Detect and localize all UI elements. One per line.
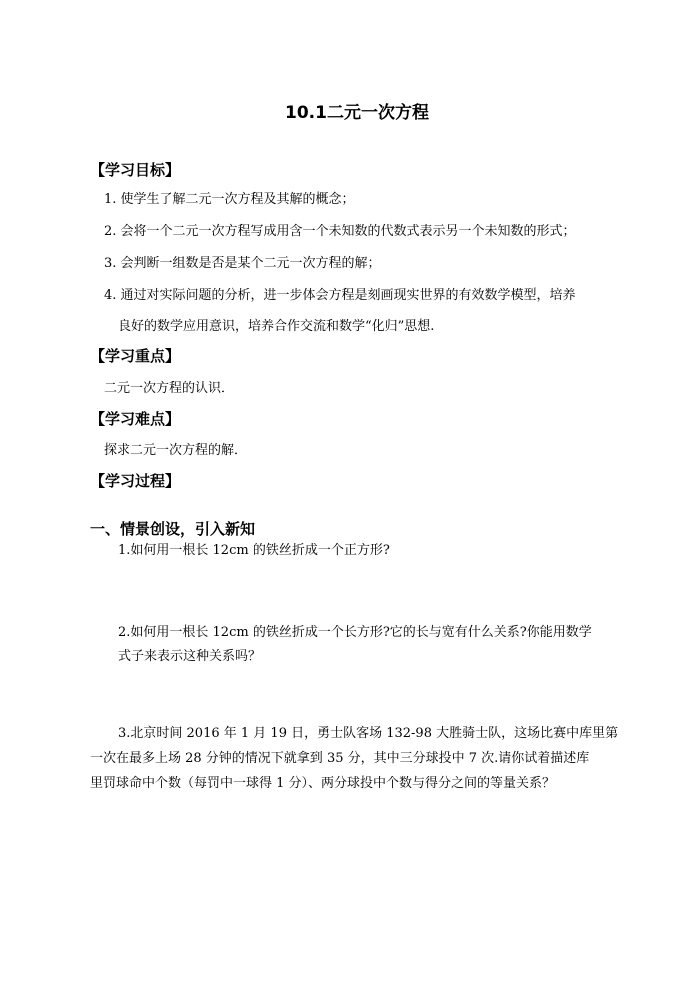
objective-item-4-continued: 良好的数学应用意识，培养合作交流和数学“化归”思想. [118, 319, 435, 334]
question-3-line-2: 一次在最多上场 28 分钟的情况下就拿到 35 分，其中三分球投中 7 次.请你试着描述库 [90, 751, 590, 766]
document-title: 10.1二元一次方程 [285, 103, 429, 123]
difficulties-heading: 【学习难点】 [90, 410, 181, 428]
objective-item-1: 1. 使学生了解二元一次方程及其解的概念； [104, 192, 355, 207]
question-1: 1.如何用一根长 12cm 的铁丝折成一个正方形? [118, 543, 390, 558]
objective-item-3: 3. 会判断一组数是否是某个二元一次方程的解； [104, 256, 381, 271]
difficulties-text: 探求二元一次方程的解． [104, 443, 248, 458]
objectives-heading: 【学习目标】 [90, 161, 181, 179]
key-points-heading: 【学习重点】 [90, 347, 181, 365]
objective-item-4: 4. 通过对实际问题的分析，进一步体会方程是刻画现实世界的有效数学模型，培养 [104, 288, 576, 303]
process-heading: 【学习过程】 [90, 472, 181, 490]
key-points-text: 二元一次方程的认识． [104, 381, 235, 396]
objective-item-2: 2. 会将一个二元一次方程写成用含一个未知数的代数式表示另一个未知数的形式； [104, 224, 576, 239]
question-2-line-1: 2.如何用一根长 12cm 的铁丝折成一个长方形?它的长与宽有什么关系?你能用数学 [118, 625, 592, 640]
question-3-line-3: 里罚球命中个数（每罚中一球得 1 分）、两分球投中个数与得分之间的等量关系？ [90, 776, 556, 791]
question-2-line-2: 式子来表示这种关系吗？ [118, 649, 262, 664]
section-1-heading: 一、情景创设，引入新知 [90, 520, 256, 538]
question-3-line-1: 3.北京时间 2016 年 1 月 19 日，勇士队客场 132-98 大胜骑士队，这场比赛中库里第 [118, 726, 619, 741]
